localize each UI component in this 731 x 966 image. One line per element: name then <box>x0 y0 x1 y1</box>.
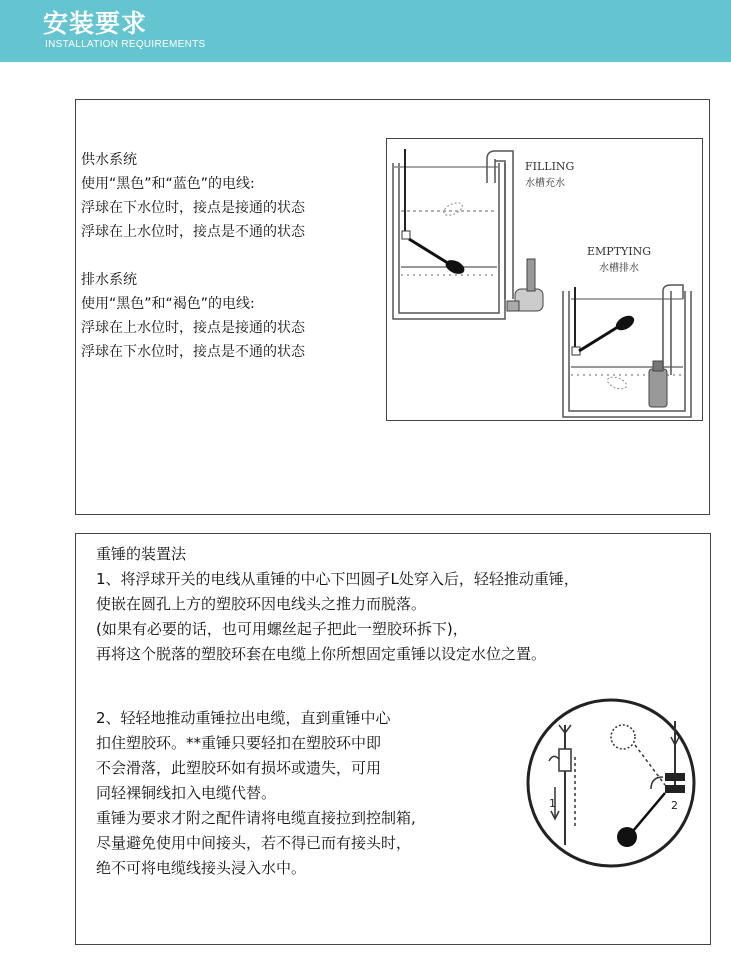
step1-line1: 1、将浮球开关的电线从重锤的中心下凹圆孑L处穿入后，轻轻推动重锤， <box>96 570 579 588</box>
emptying-tank <box>563 285 691 417</box>
supply-low-level-state: 浮球在下水位时，接点是接通的状态 <box>81 200 305 216</box>
weight-diagram <box>525 697 697 869</box>
drain-wire-colors: 使用“黑色”和“褐色”的电线: <box>81 296 255 312</box>
filling-tank <box>393 151 513 319</box>
diagram-label-2: 2 <box>671 799 678 812</box>
diagram-label-1: 1 <box>549 797 556 810</box>
supply-system-heading: 供水系统 <box>81 152 137 168</box>
sump-pump <box>649 361 667 407</box>
weight-instructions-part2 <box>96 706 416 881</box>
weight-circle-illustration <box>525 697 697 869</box>
section-title: 安装要求 <box>43 9 148 38</box>
section-header <box>0 0 731 62</box>
step2-line1: 2、轻轻地推动重锤拉出电缆，直到重锤中心 <box>96 709 391 727</box>
weight-installation-panel <box>75 533 711 945</box>
filling-label-en: FILLING <box>525 160 575 173</box>
float-switch-wiring-panel <box>75 99 710 515</box>
weight-instructions-part1 <box>96 542 579 667</box>
section-subtitle: INSTALLATION REQUIREMENTS <box>45 39 206 50</box>
step2-line2: 扣住塑胶环。**重锤只要轻扣在塑胶环中即 <box>96 734 382 752</box>
drain-low-level-state: 浮球在下水位时，接点是不通的状态 <box>81 344 305 360</box>
emptying-label-en: EMPTYING <box>587 245 652 258</box>
filling-label-cn: 水槽充水 <box>525 178 565 189</box>
step2-line4: 同轻裸铜线扣入电缆代替。 <box>96 784 277 802</box>
wiring-instructions <box>81 148 381 364</box>
step2-line6: 尽量避免使用中间接头，若不得已而有接头时， <box>96 834 412 852</box>
step2-line5: 重锤为要求才附之配件请将电缆直接拉到控制箱, <box>96 809 416 827</box>
drain-high-level-state: 浮球在上水位时，接点是接通的状态 <box>81 320 305 336</box>
step1-line3: (如果有必要的话，也可用螺丝起子把此一塑胶环拆下)， <box>96 620 468 638</box>
step2-line7: 绝不可将电缆线接头浸入水中。 <box>96 859 307 877</box>
drain-system-heading: 排水系统 <box>81 272 137 288</box>
emptying-label-cn: 水槽排水 <box>599 263 639 274</box>
supply-high-level-state: 浮球在上水位时，接点是不通的状态 <box>81 224 305 240</box>
step1-line2: 使嵌在圆孔上方的塑胶环因电线头之推力而脱落。 <box>96 595 427 613</box>
filling-emptying-diagram <box>386 138 703 421</box>
step1-line4: 再将这个脱落的塑胶环套在电缆上你所想固定重锤以设定水位之置。 <box>96 645 547 663</box>
weight-heading: 重锤的装置法 <box>96 545 187 563</box>
step2-line3: 不会滑落，此塑胶环如有损坏或遗失，可用 <box>96 759 382 777</box>
supply-wire-colors: 使用“黑色”和“蓝色”的电线: <box>81 176 255 192</box>
tank-illustration <box>387 139 702 420</box>
